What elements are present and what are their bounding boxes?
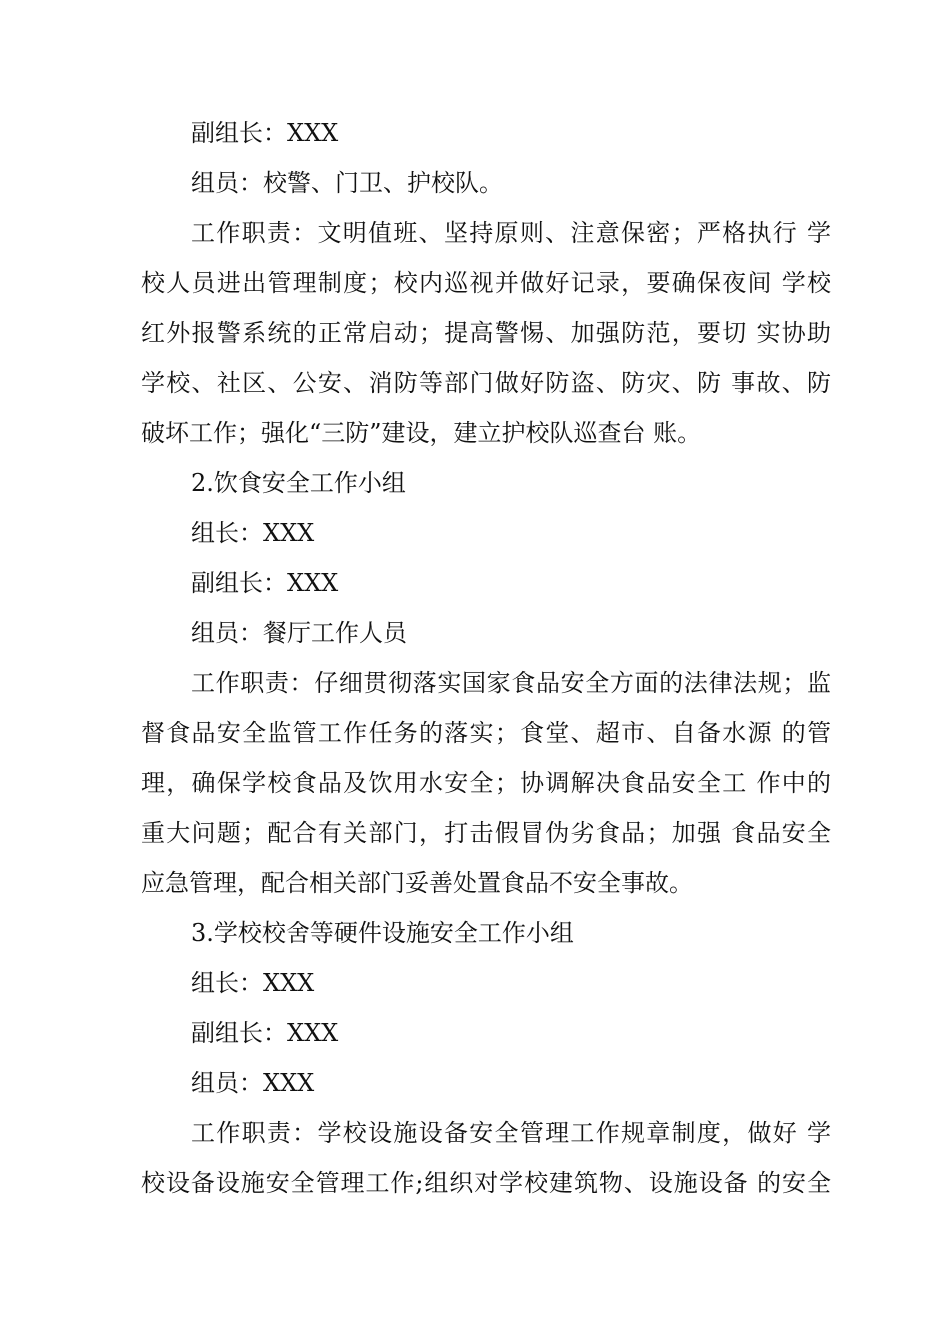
text-line: 组长：XXX: [191, 519, 315, 547]
text-line: 副组长：XXX: [191, 569, 339, 597]
text-line: 组员：校警、门卫、护校队。: [191, 169, 503, 197]
section-heading: 2.饮食安全工作小组: [191, 469, 406, 497]
text-line: 组员：餐厅工作人员: [191, 619, 407, 647]
text-line: 副组长：XXX: [191, 119, 339, 147]
text-line: 工作职责：文明值班、坚持原则、注意保密；严格执行 学: [191, 219, 831, 247]
text-line: 副组长：XXX: [191, 1019, 339, 1047]
text-line: 工作职责：仔细贯彻落实国家食品安全方面的法律法规；监: [191, 669, 831, 697]
text-line: 校设备设施安全管理工作;组织对学校建筑物、设施设备 的安全: [141, 1169, 831, 1197]
text-line: 破坏工作；强化“三防”建设，建立护校队巡查台 账。: [141, 419, 702, 447]
text-line: 督食品安全监管工作任务的落实；食堂、超市、自备水源 的管: [141, 719, 831, 747]
text-line: 重大问题；配合有关部门，打击假冒伪劣食品；加强 食品安全: [141, 819, 831, 847]
text-line: 学校、社区、公安、消防等部门做好防盗、防灾、防 事故、防: [141, 369, 831, 397]
text-line: 组员：XXX: [191, 1069, 315, 1097]
section-heading: 3.学校校舍等硬件设施安全工作小组: [191, 919, 574, 947]
text-line: 理，确保学校食品及饮用水安全；协调解决食品安全工 作中的: [141, 769, 831, 797]
text-line: 红外报警系统的正常启动；提高警惕、加强防范，要切 实协助: [141, 319, 831, 347]
text-line: 校人员进出管理制度；校内巡视并做好记录，要确保夜间 学校: [141, 269, 831, 297]
text-line: 工作职责：学校设施设备安全管理工作规章制度，做好 学: [191, 1119, 831, 1147]
text-line: 应急管理，配合相关部门妥善处置食品不安全事故。: [141, 869, 693, 897]
text-line: 组长：XXX: [191, 969, 315, 997]
